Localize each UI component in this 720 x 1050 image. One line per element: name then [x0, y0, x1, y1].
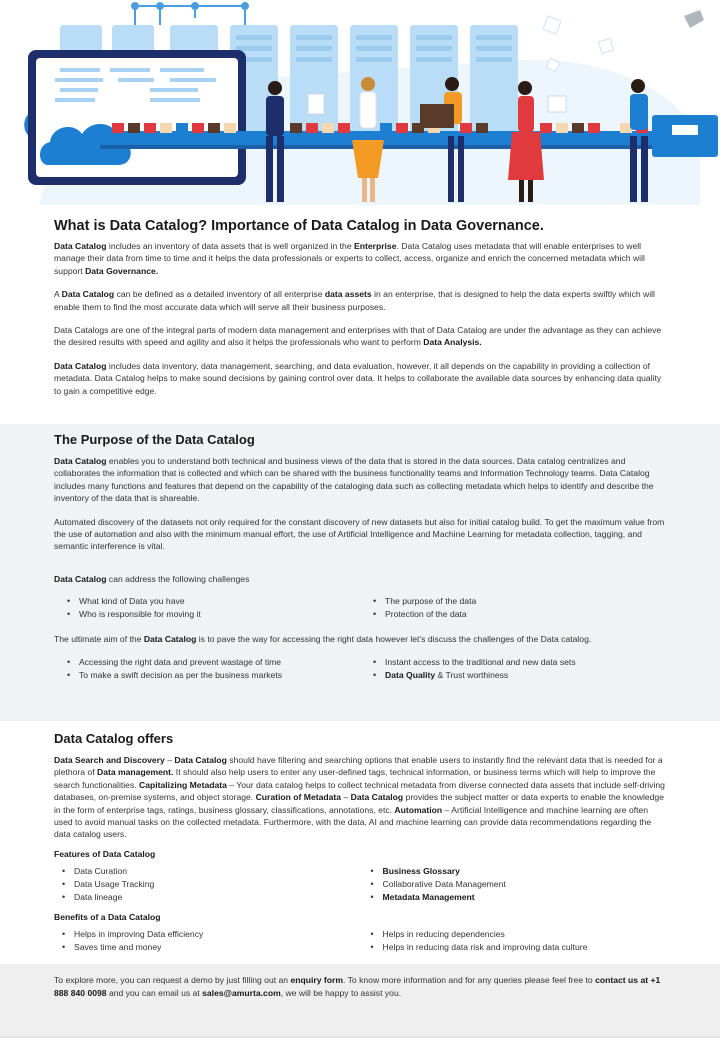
- list-item: • Data Quality & Trust worthiness: [385, 669, 666, 682]
- section-offers: [0, 721, 720, 964]
- list-item: • Collaborative Data Management: [383, 878, 667, 891]
- section-what-is-data-catalog: [0, 205, 720, 424]
- section-title: The Purpose of the Data Catalog: [54, 432, 255, 447]
- list-item: • Data Curation: [74, 865, 358, 878]
- paragraph: Data Catalog includes data inventory, data management, searching, and data evaluation, however, it all depends on the capability in providing a collection of metadata. Data Catalog helps to make sound decisions by gaining control over data. It helps to collaborate the available data sources by enhancing data quality to gain a competitive edge.: [54, 360, 662, 396]
- list-item: • Helps in reducing data risk and improving data culture: [383, 941, 667, 954]
- list-item: • Helps in improving Data efficiency: [74, 928, 358, 941]
- list-item: • What kind of Data you have: [79, 595, 360, 608]
- enquiry-form-link[interactable]: enquiry form: [290, 975, 343, 985]
- list-item: • Accessing the right data and prevent wastage of time: [79, 656, 360, 669]
- data-blocks: [112, 123, 648, 133]
- paragraph: Automated discovery of the datasets not only required for the constant discovery of new datasets but also for initial catalog build. To get the maximum value from the use of automation and also with the minimum manual effort, the use of Artificial Intelligence and Machine Learning for metadata collection, tagging, and semantic interference is vital.: [54, 516, 665, 552]
- list-item: • Who is responsible for moving it: [79, 608, 360, 621]
- challenges-list: [54, 595, 666, 621]
- contact-phone-link[interactable]: contact us at +1 888 840 0098: [54, 975, 661, 998]
- paragraph: The ultimate aim of the Data Catalog is to pave the way for accessing the right data however let’s discuss the challenges of the Data catalog.: [54, 634, 592, 645]
- paragraph: Data Catalog includes an inventory of data assets that is well organized in the Enterprise. Data Catalog uses metadata that will enable enterprises to well manage their data from time to time and it helps the data professionals or experts to collect, access, organize and enrich the concerned metadata which will support Data Governance.: [54, 241, 645, 276]
- pin-icon: [684, 10, 704, 28]
- section-title: Data Catalog offers: [54, 731, 174, 746]
- email-link[interactable]: sales@amurta.com: [202, 988, 281, 998]
- list-item: • Saves time and money: [74, 941, 358, 954]
- section-contact: [0, 964, 720, 1038]
- list-item: • The purpose of the data: [385, 595, 666, 608]
- paragraph: Data Catalog can address the following challenges: [54, 573, 250, 584]
- list-item: • Business Glossary: [383, 865, 667, 878]
- paragraph: Data Catalogs are one of the integral parts of modern data management and enterprises with that of Data Catalog are under the advantage as they can achieve the desired results with speed and agility and also it helps the professionals who want to perform Data Analysis.: [54, 325, 662, 348]
- conveyor-belt: [100, 131, 680, 149]
- features-heading: Features of Data Catalog: [54, 848, 156, 859]
- network-wires-icon: [132, 3, 248, 25]
- aims-list: [54, 656, 666, 682]
- list-item: • Helps in reducing dependencies: [383, 928, 667, 941]
- list-item: • Data lineage: [74, 891, 358, 904]
- list-item: • To make a swift decision as per the business markets: [79, 669, 360, 682]
- divider: [0, 1036, 720, 1038]
- collection-box-icon: [652, 115, 718, 157]
- paragraph: Data Search and Discovery – Data Catalog should have filtering and searching options that enable users to instantly find the relevant data that is needed for a plethora of Data management. It should also help users to enter any user-defined tags, technical information, or business terms which will help to improve the search functionalities. Capitalizing Metadata – Your data catalog helps to collect technical metadata from diverse connected data assets that include self-driving databases, on-premise systems, and object storage. Curation of Metadata – Data Catalog provides the subject matter or data experts to enable the knowledge in the form of enterprise tags, ratings, business glossary, classifications, annotations, etc. Automation – Artificial Intelligence and machine learning are often used to avoid manual tasks on the collected metadata. Furthermore, with the data, AI and machine learning can provide data recommendations regarding the data catalog users.: [54, 755, 665, 840]
- section-purpose: [0, 424, 720, 721]
- contact-paragraph: To explore more, you can request a demo by just filling out an enquiry form. To know more information and for any queries please feel free to contact us at +1 888 840 0098 and you can email us at sales@amurta.com, we will be happy to assist you.: [54, 975, 661, 998]
- list-item: • Data Usage Tracking: [74, 878, 358, 891]
- list-item: • Instant access to the traditional and new data sets: [385, 656, 666, 669]
- hero-illustration: [0, 0, 720, 205]
- paragraph: Data Catalog enables you to understand both technical and business views of the data that is stored in the data sources. Data catalog centralizes and collaborates the information that is collected and which can be shared with the business functionality teams and Information Technology teams. Data Catalog includes many functions and features that depend on the capability of the cataloging data such as collecting metadata which helps to identify and describe the inventory of the data that is shareable.: [54, 456, 654, 504]
- section-title: What is Data Catalog? Importance of Data Catalog in Data Governance.: [54, 218, 544, 234]
- list-item: • Metadata Management: [383, 891, 667, 904]
- list-item: • Protection of the data: [385, 608, 666, 621]
- laptop-icon: [28, 50, 246, 185]
- features-list: [54, 865, 666, 904]
- paragraph: A Data Catalog can be defined as a detailed inventory of all enterprise data assets in an enterprise, that is designed to help the data experts swiftly which will enable them to find the most accurate data which will serve all their business purposes.: [54, 289, 655, 312]
- benefits-list: [54, 928, 666, 954]
- benefits-heading: Benefits of a Data Catalog: [54, 911, 161, 922]
